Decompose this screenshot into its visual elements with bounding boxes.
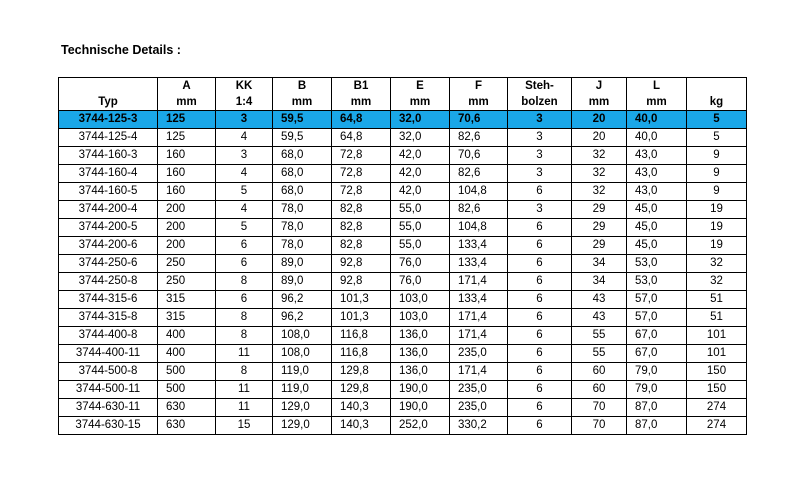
header-cell: mm [627, 94, 687, 111]
value-cell: 6 [508, 417, 572, 435]
value-cell: 70 [572, 399, 627, 417]
value-cell: 6 [508, 381, 572, 399]
value-cell: 82,6 [450, 201, 508, 219]
value-cell: 4 [216, 201, 273, 219]
value-cell: 32 [572, 147, 627, 165]
value-cell: 45,0 [627, 219, 687, 237]
table-row [59, 381, 747, 399]
value-cell: 15 [216, 417, 273, 435]
value-cell: 8 [216, 273, 273, 291]
value-cell: 78,0 [273, 219, 332, 237]
value-cell: 6 [508, 219, 572, 237]
table-row [59, 363, 747, 381]
value-cell: 96,2 [273, 309, 332, 327]
value-cell: 116,8 [332, 345, 391, 363]
header-cell: mm [391, 94, 450, 111]
value-cell: 82,6 [450, 129, 508, 147]
value-cell: 20 [572, 111, 627, 129]
table-row [59, 327, 747, 345]
value-cell: 400 [158, 345, 216, 363]
value-cell: 119,0 [273, 363, 332, 381]
value-cell: 55,0 [391, 237, 450, 255]
value-cell: 11 [216, 345, 273, 363]
value-cell: 82,8 [332, 201, 391, 219]
value-cell: 160 [158, 165, 216, 183]
header-cell: A [158, 78, 216, 95]
value-cell: 42,0 [391, 183, 450, 201]
table-row [59, 417, 747, 435]
table-row [59, 399, 747, 417]
table-row [59, 255, 747, 273]
value-cell: 68,0 [273, 165, 332, 183]
value-cell: 70,6 [450, 147, 508, 165]
table-row [59, 219, 747, 237]
type-cell: 3744-500-8 [59, 363, 158, 381]
value-cell: 20 [572, 129, 627, 147]
technical-details-table [58, 77, 747, 435]
value-cell: 400 [158, 327, 216, 345]
table-row [59, 273, 747, 291]
value-cell: 108,0 [273, 327, 332, 345]
type-cell: 3744-160-3 [59, 147, 158, 165]
value-cell: 315 [158, 291, 216, 309]
value-cell: 129,0 [273, 417, 332, 435]
value-cell: 129,0 [273, 399, 332, 417]
value-cell: 59,5 [273, 111, 332, 129]
header-cell: E [391, 78, 450, 95]
value-cell: 4 [216, 129, 273, 147]
header-cell: mm [450, 94, 508, 111]
value-cell: 55,0 [391, 201, 450, 219]
value-cell: 6 [508, 273, 572, 291]
type-cell: 3744-400-11 [59, 345, 158, 363]
table-row [59, 345, 747, 363]
value-cell: 6 [216, 237, 273, 255]
type-cell: 3744-200-6 [59, 237, 158, 255]
type-cell: 3744-500-11 [59, 381, 158, 399]
type-cell: 3744-125-3 [59, 111, 158, 129]
table-row [59, 183, 747, 201]
value-cell: 500 [158, 363, 216, 381]
value-cell: 29 [572, 219, 627, 237]
value-cell: 3 [216, 147, 273, 165]
value-cell: 64,8 [332, 111, 391, 129]
value-cell: 150 [687, 363, 747, 381]
value-cell: 53,0 [627, 273, 687, 291]
value-cell: 32,0 [391, 129, 450, 147]
value-cell: 29 [572, 201, 627, 219]
value-cell: 125 [158, 111, 216, 129]
value-cell: 45,0 [627, 237, 687, 255]
value-cell: 3 [508, 147, 572, 165]
value-cell: 315 [158, 309, 216, 327]
value-cell: 129,8 [332, 363, 391, 381]
value-cell: 6 [508, 399, 572, 417]
value-cell: 104,8 [450, 219, 508, 237]
value-cell: 42,0 [391, 165, 450, 183]
value-cell: 6 [508, 309, 572, 327]
value-cell: 101,3 [332, 291, 391, 309]
table-row [59, 201, 747, 219]
table-row [59, 111, 747, 129]
value-cell: 6 [508, 237, 572, 255]
table-body [59, 111, 747, 435]
value-cell: 119,0 [273, 381, 332, 399]
value-cell: 3 [508, 129, 572, 147]
value-cell: 19 [687, 219, 747, 237]
value-cell: 32 [687, 273, 747, 291]
value-cell: 55 [572, 345, 627, 363]
header-row-bottom [59, 94, 747, 111]
header-cell: mm [332, 94, 391, 111]
header-cell: bolzen [508, 94, 572, 111]
value-cell: 68,0 [273, 147, 332, 165]
value-cell: 8 [216, 327, 273, 345]
value-cell: 32 [572, 165, 627, 183]
type-cell: 3744-160-5 [59, 183, 158, 201]
value-cell: 3 [216, 111, 273, 129]
value-cell: 140,3 [332, 399, 391, 417]
header-cell: 1:4 [216, 94, 273, 111]
type-cell: 3744-200-4 [59, 201, 158, 219]
value-cell: 43,0 [627, 165, 687, 183]
value-cell: 630 [158, 399, 216, 417]
value-cell: 45,0 [627, 201, 687, 219]
value-cell: 500 [158, 381, 216, 399]
header-cell [59, 78, 158, 95]
value-cell: 55,0 [391, 219, 450, 237]
type-cell: 3744-630-11 [59, 399, 158, 417]
value-cell: 72,8 [332, 183, 391, 201]
value-cell: 171,4 [450, 309, 508, 327]
value-cell: 6 [508, 255, 572, 273]
value-cell: 79,0 [627, 363, 687, 381]
value-cell: 274 [687, 417, 747, 435]
header-cell: Typ [59, 94, 158, 111]
value-cell: 92,8 [332, 255, 391, 273]
value-cell: 53,0 [627, 255, 687, 273]
value-cell: 104,8 [450, 183, 508, 201]
header-cell: L [627, 78, 687, 95]
value-cell: 43 [572, 291, 627, 309]
value-cell: 19 [687, 237, 747, 255]
value-cell: 5 [216, 219, 273, 237]
value-cell: 55 [572, 327, 627, 345]
value-cell: 64,8 [332, 129, 391, 147]
value-cell: 136,0 [391, 363, 450, 381]
value-cell: 3 [508, 165, 572, 183]
table-header [59, 78, 747, 111]
value-cell: 76,0 [391, 273, 450, 291]
value-cell: 82,8 [332, 237, 391, 255]
value-cell: 89,0 [273, 255, 332, 273]
value-cell: 32 [687, 255, 747, 273]
value-cell: 42,0 [391, 147, 450, 165]
value-cell: 133,4 [450, 255, 508, 273]
header-cell [687, 78, 747, 95]
value-cell: 250 [158, 255, 216, 273]
value-cell: 51 [687, 309, 747, 327]
header-cell: kg [687, 94, 747, 111]
type-cell: 3744-400-8 [59, 327, 158, 345]
value-cell: 8 [216, 309, 273, 327]
value-cell: 76,0 [391, 255, 450, 273]
type-cell: 3744-250-8 [59, 273, 158, 291]
value-cell: 171,4 [450, 363, 508, 381]
value-cell: 133,4 [450, 237, 508, 255]
value-cell: 200 [158, 201, 216, 219]
section-title: Technische Details : [61, 43, 181, 57]
value-cell: 32 [572, 183, 627, 201]
value-cell: 252,0 [391, 417, 450, 435]
type-cell: 3744-125-4 [59, 129, 158, 147]
value-cell: 136,0 [391, 327, 450, 345]
header-cell: mm [572, 94, 627, 111]
value-cell: 78,0 [273, 237, 332, 255]
value-cell: 108,0 [273, 345, 332, 363]
value-cell: 89,0 [273, 273, 332, 291]
value-cell: 6 [508, 345, 572, 363]
value-cell: 8 [216, 363, 273, 381]
value-cell: 9 [687, 183, 747, 201]
value-cell: 6 [508, 327, 572, 345]
type-cell: 3744-630-15 [59, 417, 158, 435]
type-cell: 3744-315-6 [59, 291, 158, 309]
value-cell: 70,6 [450, 111, 508, 129]
value-cell: 160 [158, 183, 216, 201]
value-cell: 140,3 [332, 417, 391, 435]
header-cell: B [273, 78, 332, 95]
value-cell: 40,0 [627, 129, 687, 147]
value-cell: 6 [508, 183, 572, 201]
value-cell: 101,3 [332, 309, 391, 327]
value-cell: 57,0 [627, 291, 687, 309]
header-cell: F [450, 78, 508, 95]
value-cell: 6 [216, 255, 273, 273]
value-cell: 133,4 [450, 291, 508, 309]
value-cell: 200 [158, 219, 216, 237]
value-cell: 82,8 [332, 219, 391, 237]
value-cell: 4 [216, 165, 273, 183]
header-cell: KK [216, 78, 273, 95]
value-cell: 43,0 [627, 183, 687, 201]
table-row [59, 165, 747, 183]
value-cell: 43 [572, 309, 627, 327]
value-cell: 87,0 [627, 417, 687, 435]
value-cell: 40,0 [627, 111, 687, 129]
value-cell: 171,4 [450, 273, 508, 291]
value-cell: 9 [687, 165, 747, 183]
type-cell: 3744-200-5 [59, 219, 158, 237]
value-cell: 6 [508, 363, 572, 381]
value-cell: 136,0 [391, 345, 450, 363]
value-cell: 5 [216, 183, 273, 201]
value-cell: 103,0 [391, 291, 450, 309]
header-cell: B1 [332, 78, 391, 95]
value-cell: 60 [572, 363, 627, 381]
value-cell: 67,0 [627, 327, 687, 345]
value-cell: 330,2 [450, 417, 508, 435]
value-cell: 3 [508, 111, 572, 129]
value-cell: 59,5 [273, 129, 332, 147]
value-cell: 51 [687, 291, 747, 309]
value-cell: 43,0 [627, 147, 687, 165]
value-cell: 6 [508, 291, 572, 309]
value-cell: 92,8 [332, 273, 391, 291]
table-row [59, 237, 747, 255]
value-cell: 11 [216, 381, 273, 399]
type-cell: 3744-250-6 [59, 255, 158, 273]
header-cell: Steh- [508, 78, 572, 95]
value-cell: 9 [687, 147, 747, 165]
value-cell: 190,0 [391, 381, 450, 399]
value-cell: 70 [572, 417, 627, 435]
value-cell: 68,0 [273, 183, 332, 201]
header-row-top [59, 78, 747, 95]
value-cell: 235,0 [450, 381, 508, 399]
value-cell: 96,2 [273, 291, 332, 309]
value-cell: 171,4 [450, 327, 508, 345]
value-cell: 103,0 [391, 309, 450, 327]
type-cell: 3744-315-8 [59, 309, 158, 327]
value-cell: 200 [158, 237, 216, 255]
value-cell: 6 [216, 291, 273, 309]
value-cell: 5 [687, 111, 747, 129]
value-cell: 82,6 [450, 165, 508, 183]
value-cell: 67,0 [627, 345, 687, 363]
value-cell: 72,8 [332, 147, 391, 165]
table-row [59, 309, 747, 327]
value-cell: 101 [687, 327, 747, 345]
header-cell: mm [273, 94, 332, 111]
table-row [59, 129, 747, 147]
value-cell: 101 [687, 345, 747, 363]
value-cell: 78,0 [273, 201, 332, 219]
value-cell: 116,8 [332, 327, 391, 345]
value-cell: 235,0 [450, 345, 508, 363]
value-cell: 250 [158, 273, 216, 291]
table-row [59, 291, 747, 309]
value-cell: 11 [216, 399, 273, 417]
value-cell: 57,0 [627, 309, 687, 327]
value-cell: 87,0 [627, 399, 687, 417]
value-cell: 5 [687, 129, 747, 147]
value-cell: 34 [572, 255, 627, 273]
value-cell: 34 [572, 273, 627, 291]
value-cell: 235,0 [450, 399, 508, 417]
value-cell: 150 [687, 381, 747, 399]
value-cell: 72,8 [332, 165, 391, 183]
value-cell: 125 [158, 129, 216, 147]
value-cell: 3 [508, 201, 572, 219]
value-cell: 32,0 [391, 111, 450, 129]
header-cell: mm [158, 94, 216, 111]
table-row [59, 147, 747, 165]
value-cell: 160 [158, 147, 216, 165]
type-cell: 3744-160-4 [59, 165, 158, 183]
value-cell: 19 [687, 201, 747, 219]
value-cell: 630 [158, 417, 216, 435]
value-cell: 79,0 [627, 381, 687, 399]
value-cell: 29 [572, 237, 627, 255]
header-cell: J [572, 78, 627, 95]
value-cell: 274 [687, 399, 747, 417]
value-cell: 60 [572, 381, 627, 399]
value-cell: 190,0 [391, 399, 450, 417]
value-cell: 129,8 [332, 381, 391, 399]
